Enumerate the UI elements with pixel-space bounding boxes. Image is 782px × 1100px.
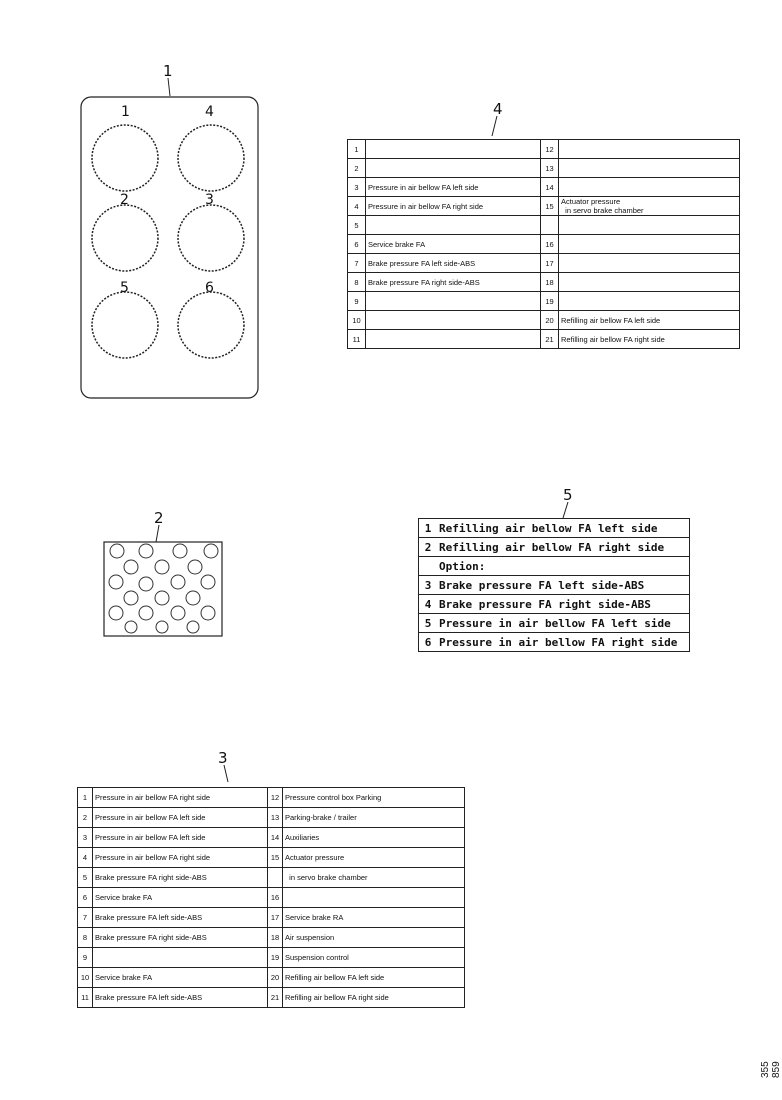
row-label: Pressure in air bellow FA left side	[93, 828, 268, 848]
gauge-1	[92, 125, 158, 191]
row-number: 12	[541, 140, 559, 159]
row-label: Parking-brake / trailer	[283, 808, 465, 828]
table-row	[78, 788, 465, 808]
row-label: Service brake RA	[283, 908, 465, 928]
row-label	[366, 330, 541, 349]
row-label: Pressure in air bellow FA right side	[93, 788, 268, 808]
row-number: 4	[419, 595, 438, 614]
table-row	[348, 330, 740, 349]
row-number: 6	[78, 888, 93, 908]
leader-3	[224, 765, 228, 782]
table-row	[78, 888, 465, 908]
row-label	[366, 311, 541, 330]
table-row	[78, 928, 465, 948]
row-number: 1	[419, 519, 438, 538]
row-number: 16	[268, 888, 283, 908]
row-label	[366, 216, 541, 235]
row-number: 16	[541, 235, 559, 254]
row-label: in servo brake chamber	[283, 868, 465, 888]
row-number: 9	[348, 292, 366, 311]
table-row	[348, 159, 740, 178]
row-number: 15	[541, 197, 559, 216]
row-number: 18	[541, 273, 559, 292]
row-label: Refilling air bellow FA left side	[437, 519, 690, 538]
table-3	[77, 787, 465, 1008]
gauge-5	[92, 292, 158, 358]
row-number: 2	[419, 538, 438, 557]
row-number: 14	[268, 828, 283, 848]
row-number: 21	[541, 330, 559, 349]
row-number: 10	[78, 968, 93, 988]
table-4	[347, 139, 740, 349]
row-label: Refilling air bellow FA right side	[559, 330, 740, 349]
row-label: Pressure in air bellow FA left side	[366, 178, 541, 197]
table-row	[348, 216, 740, 235]
row-number: 4	[78, 848, 93, 868]
table-row	[78, 808, 465, 828]
row-label	[559, 178, 740, 197]
row-label: Brake pressure FA right side-ABS	[93, 868, 268, 888]
row-number: 17	[541, 254, 559, 273]
row-label	[283, 888, 465, 908]
row-number: 8	[348, 273, 366, 292]
row-number: 19	[541, 292, 559, 311]
row-label: Service brake FA	[366, 235, 541, 254]
row-label: Option:	[437, 557, 690, 576]
row-number: 18	[268, 928, 283, 948]
table-row	[348, 235, 740, 254]
row-number: 19	[268, 948, 283, 968]
callout-2: 2	[154, 509, 164, 527]
gauge-label-2: 2	[120, 192, 129, 208]
table-row	[419, 557, 690, 576]
table-row	[348, 140, 740, 159]
table-row	[348, 311, 740, 330]
row-label: Brake pressure FA left side-ABS	[93, 908, 268, 928]
gauge-label-5: 5	[120, 280, 129, 296]
row-number: 3	[78, 828, 93, 848]
row-number: 2	[78, 808, 93, 828]
row-number: 1	[78, 788, 93, 808]
table-row	[348, 254, 740, 273]
table-row	[419, 614, 690, 633]
row-number	[419, 557, 438, 576]
row-number: 11	[348, 330, 366, 349]
table-row	[348, 292, 740, 311]
table-row	[419, 595, 690, 614]
table-row	[78, 968, 465, 988]
row-number: 11	[78, 988, 93, 1008]
row-label: Refilling air bellow FA right side	[437, 538, 690, 557]
table-row	[419, 633, 690, 652]
gauge-label-4: 4	[205, 104, 214, 120]
gauge-4	[178, 125, 244, 191]
table-row	[419, 538, 690, 557]
row-label	[93, 948, 268, 968]
leader-2	[156, 525, 159, 542]
row-number: 5	[419, 614, 438, 633]
table-row	[78, 948, 465, 968]
row-label	[559, 235, 740, 254]
row-label: Brake pressure FA left side-ABS	[437, 576, 690, 595]
row-number: 1	[348, 140, 366, 159]
row-number: 20	[541, 311, 559, 330]
row-label	[366, 159, 541, 178]
row-number: 4	[348, 197, 366, 216]
row-label: Brake pressure FA right side-ABS	[437, 595, 690, 614]
document-number: 355 859	[760, 1061, 782, 1078]
callout-5: 5	[563, 486, 573, 504]
row-number: 6	[348, 235, 366, 254]
row-label: Suspension control	[283, 948, 465, 968]
table-row	[419, 576, 690, 595]
table-row	[78, 848, 465, 868]
row-number: 7	[78, 908, 93, 928]
row-label	[366, 292, 541, 311]
table-row	[78, 868, 465, 888]
row-number: 10	[348, 311, 366, 330]
row-label	[366, 140, 541, 159]
row-label: Service brake FA	[93, 888, 268, 908]
row-number: 15	[268, 848, 283, 868]
row-number: 5	[78, 868, 93, 888]
connector-pins	[109, 544, 218, 633]
row-label: Brake pressure FA left side-ABS	[93, 988, 268, 1008]
table-row	[78, 908, 465, 928]
row-number: 6	[419, 633, 438, 652]
table-row	[348, 273, 740, 292]
table-5	[418, 518, 690, 652]
row-number: 13	[268, 808, 283, 828]
row-label: Refilling air bellow FA left side	[283, 968, 465, 988]
row-number	[541, 216, 559, 235]
row-number: 12	[268, 788, 283, 808]
table-row	[348, 178, 740, 197]
gauge-label-1: 1	[121, 104, 130, 120]
row-label	[559, 140, 740, 159]
row-number	[268, 868, 283, 888]
row-label: Service brake FA	[93, 968, 268, 988]
leader-4	[492, 116, 497, 136]
table-row	[348, 197, 740, 216]
row-number: 8	[78, 928, 93, 948]
callout-4: 4	[493, 100, 503, 118]
row-number: 7	[348, 254, 366, 273]
row-number: 21	[268, 988, 283, 1008]
row-label: Pressure control box Parking	[283, 788, 465, 808]
row-label: Air suspension	[283, 928, 465, 948]
gauge-6	[178, 292, 244, 358]
row-label	[559, 292, 740, 311]
row-number: 9	[78, 948, 93, 968]
row-number: 2	[348, 159, 366, 178]
callout-1: 1	[163, 62, 173, 80]
gauge-3	[178, 205, 244, 271]
row-number: 14	[541, 178, 559, 197]
row-label	[559, 273, 740, 292]
gauge-label-3: 3	[205, 192, 214, 208]
row-number: 5	[348, 216, 366, 235]
row-label: Pressure in air bellow FA left side	[93, 808, 268, 828]
leader-1	[168, 78, 170, 96]
row-number: 3	[348, 178, 366, 197]
leader-5	[563, 502, 568, 518]
row-label	[559, 159, 740, 178]
row-number: 17	[268, 908, 283, 928]
row-label: Actuator pressure	[283, 848, 465, 868]
table-row	[419, 519, 690, 538]
row-label: Pressure in air bellow FA right side	[93, 848, 268, 868]
row-label	[559, 216, 740, 235]
row-number: 13	[541, 159, 559, 178]
table-row	[78, 828, 465, 848]
row-label: Pressure in air bellow FA left side	[437, 614, 690, 633]
row-label: Pressure in air bellow FA right side	[437, 633, 690, 652]
gauge-2	[92, 205, 158, 271]
row-label: Pressure in air bellow FA right side	[366, 197, 541, 216]
callout-3: 3	[218, 749, 228, 767]
row-label: Actuator pressure in servo brake chamber	[559, 197, 740, 216]
row-label: Auxiliaries	[283, 828, 465, 848]
row-number: 20	[268, 968, 283, 988]
row-label: Refilling air bellow FA right side	[283, 988, 465, 1008]
row-label: Refilling air bellow FA left side	[559, 311, 740, 330]
table-row	[78, 988, 465, 1008]
gauge-label-6: 6	[205, 280, 214, 296]
row-label: Brake pressure FA right side-ABS	[93, 928, 268, 948]
row-label: Brake pressure FA left side-ABS	[366, 254, 541, 273]
row-number: 3	[419, 576, 438, 595]
row-label: Brake pressure FA right side-ABS	[366, 273, 541, 292]
row-label	[559, 254, 740, 273]
